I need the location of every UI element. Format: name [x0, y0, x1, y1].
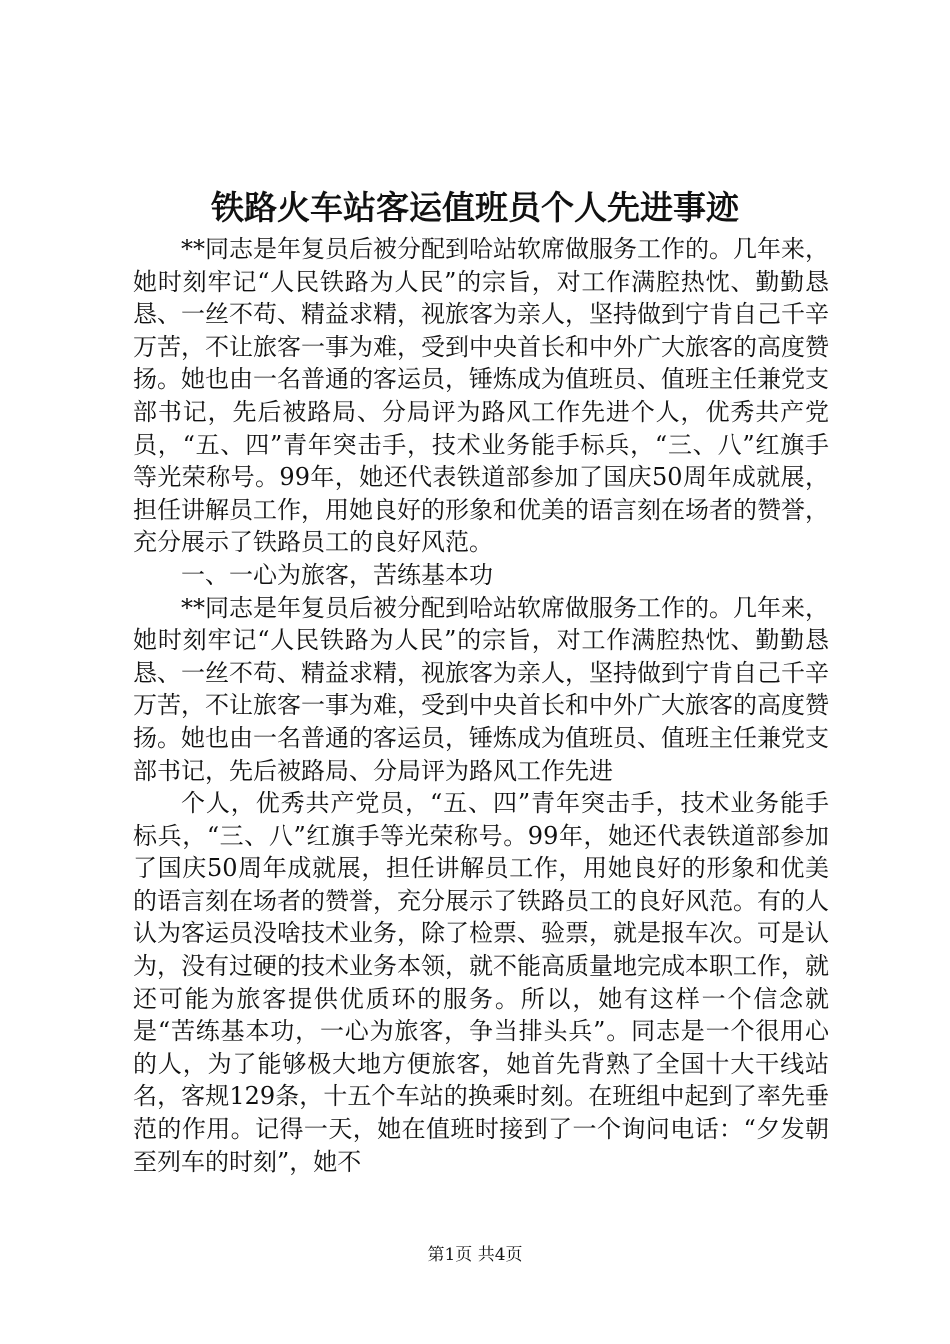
- document-body: [133, 233, 829, 1178]
- paragraph-continued: 个人，优秀共产党员，“五、四”青年突击手，技术业务能手标兵，“三、八”红旗手等光荣称号。99年，她还代表铁道部参加了国庆50周年成就展，担任讲解员工作，用她良好的形象和优美的语言刻在场者的赞誉，充分展示了铁路员工的良好风范。有的人认为客运员没啥技术业务，除了检票、验票，就是报车次。可是认为，没有过硬的技术业务本领，就不能高质量地完成本职工作，就还可能为旅客提供优质环的服务。所以，她有这样一个信念就是“苦练基本功，一心为旅客，争当排头兵”。同志是一个很用心的人，为了能够极大地方便旅客，她首先背熟了全国十大干线站名，客规129条，十五个车站的换乘时刻。在班组中起到了率先垂范的作用。记得一天，她在值班时接到了一个询问电话：“夕发朝至列车的时刻”，她不: [133, 789, 829, 1176]
- paragraph-intro: **同志是年复员后被分配到哈站软席做服务工作的。几年来，她时刻牢记“人民铁路为人民”的宗旨，对工作满腔热忱、勤勤恳恳、一丝不苟、精益求精，视旅客为亲人，坚持做到宁肯自己千辛万苦，不让旅客一事为难，受到中央首长和中外广大旅客的高度赞扬。她也由一名普通的客运员，锤炼成为值班员、值班主任兼党支部书记，先后被路局、分局评为路风工作先进个人，优秀共产党员，“五、四”青年突击手，技术业务能手标兵，“三、八”红旗手等光荣称号。99年，她还代表铁道部参加了国庆50周年成就展，担任讲解员工作，用她良好的形象和优美的语言刻在场者的赞誉，充分展示了铁路员工的良好风范。: [133, 235, 829, 557]
- section-heading-1: 一、一心为旅客，苦练基本功: [181, 560, 493, 589]
- paragraph-section-1: **同志是年复员后被分配到哈站软席做服务工作的。几年来，她时刻牢记“人民铁路为人民”的宗旨，对工作满腔热忱、勤勤恳恳、一丝不苟、精益求精，视旅客为亲人，坚持做到宁肯自己千辛万苦，不让旅客一事为难，受到中央首长和中外广大旅客的高度赞扬。她也由一名普通的客运员，锤炼成为值班员、值班主任兼党支部书记，先后被路局、分局评为路风工作先进: [133, 593, 829, 785]
- page-footer: 第1页 共4页: [427, 1245, 523, 1265]
- document-title: 铁路火车站客运值班员个人先进事迹: [211, 188, 739, 227]
